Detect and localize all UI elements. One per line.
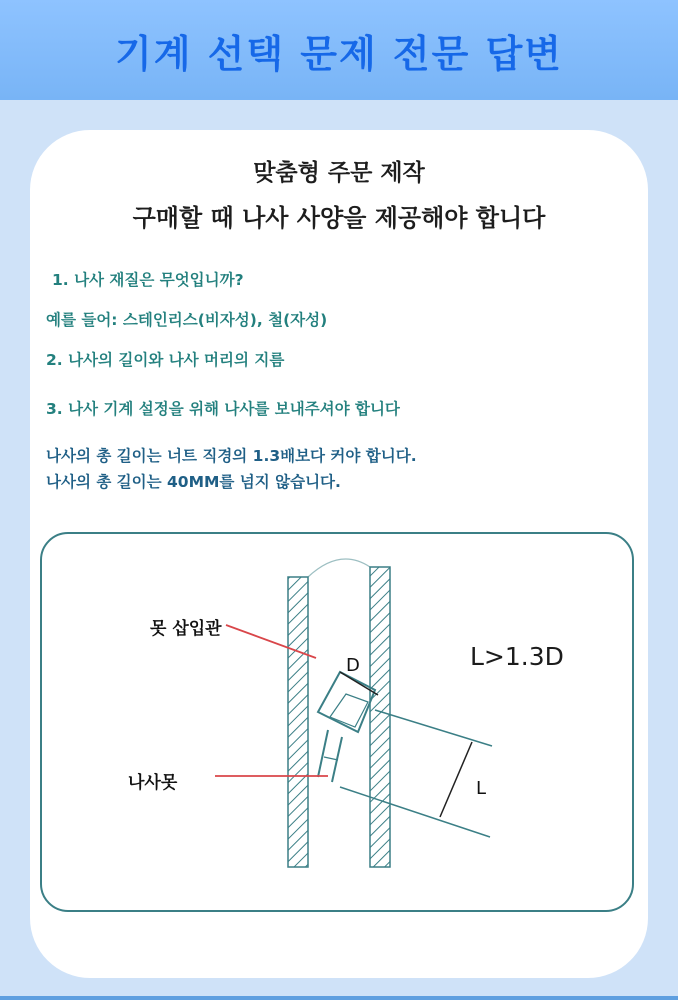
item-material-example: 예를 들어: 스테인리스(비자성), 철(자성)	[46, 311, 328, 329]
page-title: 기계 선택 문제 전문 답변	[115, 31, 563, 76]
item-length-diameter: 2. 나사의 길이와 나사 머리의 지름	[46, 351, 285, 369]
screw-shank	[318, 730, 328, 777]
label-d: D	[346, 655, 360, 676]
item-material-question: 1. 나사 재질은 무엇입니까?	[52, 271, 244, 289]
card-title-custom-order: 맞춤형 주문 제작	[253, 160, 425, 186]
label-insert-tube: 못 삽입관	[150, 619, 222, 639]
formula-l-gt-1-3d: L>1.3D	[470, 642, 564, 671]
label-l: L	[476, 778, 487, 799]
tube-left-wall	[288, 577, 308, 867]
label-screw: 나사못	[128, 773, 178, 793]
tube-right-wall	[370, 567, 390, 867]
header-banner	[0, 0, 678, 100]
screw-feed-diagram	[40, 532, 634, 912]
card-subtitle-provide-specs: 구매할 때 나사 사양을 제공해야 합니다	[132, 204, 546, 232]
note-length-rule: 나사의 총 길이는 너트 직경의 1.3배보다 커야 합니다.	[46, 447, 417, 465]
note-max-length: 나사의 총 길이는 40MM를 넘지 않습니다.	[46, 473, 341, 491]
item-send-screws: 3. 나사 기계 설정을 위해 나사를 보내주셔야 합니다	[46, 400, 400, 418]
dimension-l-line	[440, 742, 472, 817]
bottom-divider	[0, 996, 678, 1000]
